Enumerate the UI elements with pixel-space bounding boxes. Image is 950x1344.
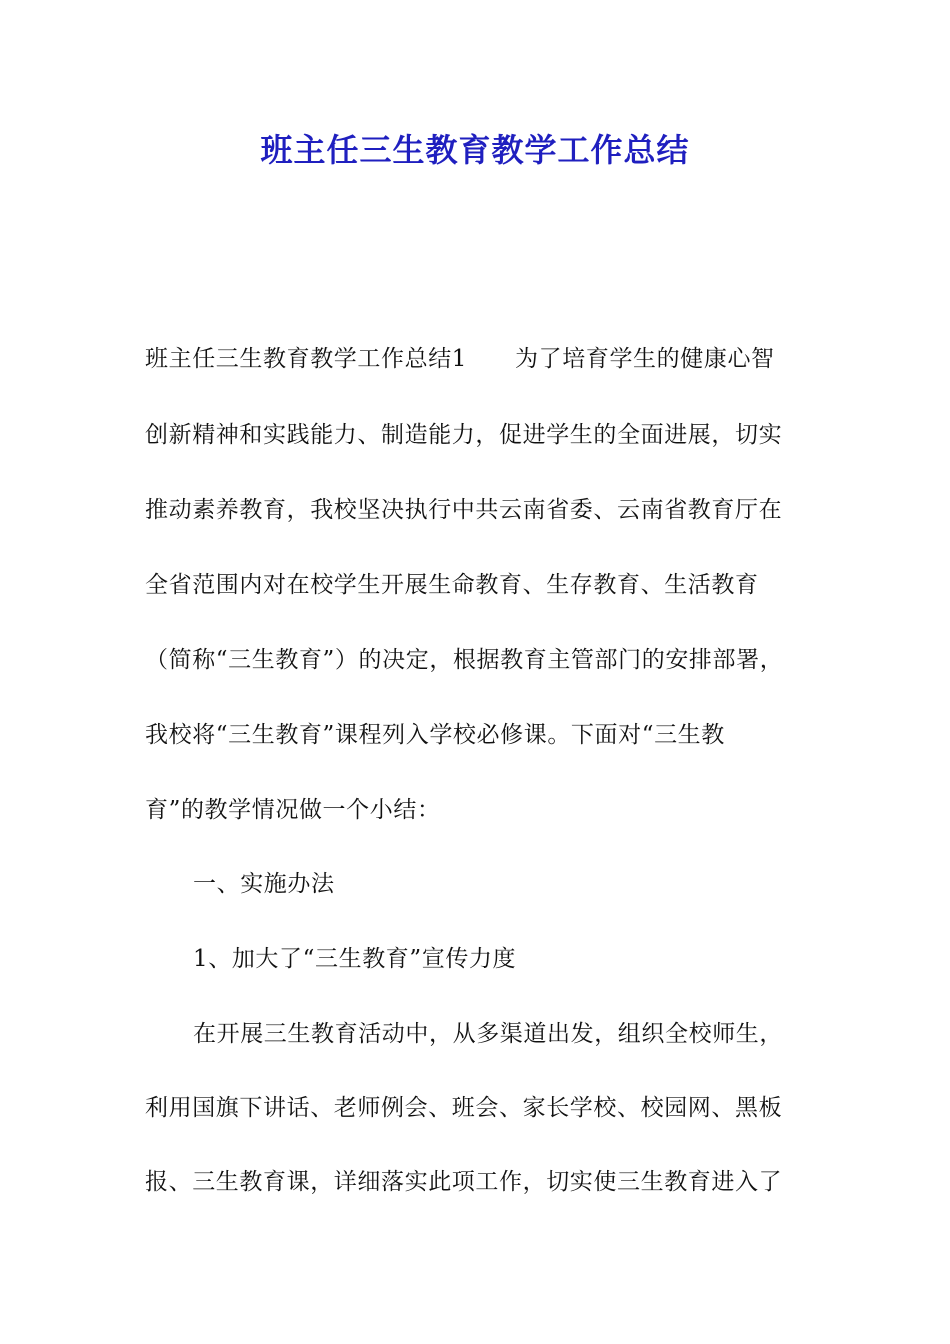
paragraph1-line: （简称“三生教育”）的决定，根据教育主管部门的安排部署， [145, 647, 784, 673]
paragraph1-line: 全省范围内对在校学生开展生命教育、生存教育、生活教育 [145, 572, 759, 598]
paragraph2-line: 在开展三生教育活动中，从多渠道出发，组织全校师生， [193, 1021, 783, 1047]
document-title: 班主任三生教育教学工作总结 [260, 131, 690, 169]
paragraph2-line: 报、三生教育课，详细落实此项工作，切实使三生教育进入了 [145, 1169, 783, 1195]
paragraph1-line: 创新精神和实践能力、制造能力，促进学生的全面进展，切实 [145, 422, 783, 448]
intro-heading: 班主任三生教育教学工作总结1 [145, 346, 468, 372]
paragraph1-line: 推动素养教育，我校坚决执行中共云南省委、云南省教育厅在 [145, 497, 783, 523]
subsection1-heading: 1、加大了“三生教育”宣传力度 [193, 946, 517, 972]
paragraph1-line: 我校将“三生教育”课程列入学校必修课。下面对“三生教 [145, 722, 725, 748]
section1-heading: 一、实施办法 [193, 871, 335, 897]
intro-first-line-rest: 为了培育学生的健康心智 [515, 346, 775, 372]
paragraph1-line: 育”的教学情况做一个小结： [145, 797, 441, 823]
intro-line [145, 343, 775, 375]
paragraph2-line: 利用国旗下讲话、老师例会、班会、家长学校、校园网、黑板 [145, 1095, 783, 1121]
